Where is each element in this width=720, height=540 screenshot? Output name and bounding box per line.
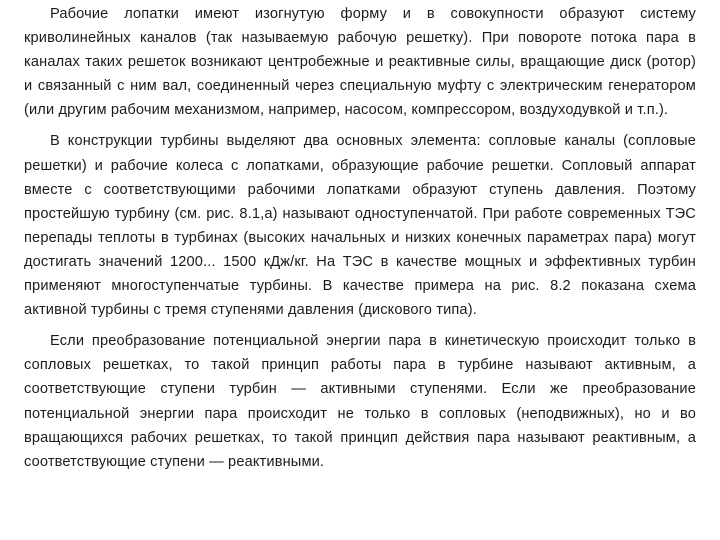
document-page — [24, 0, 696, 540]
paragraph-active-reactive: Если преобразование потенциальной энергии пара в кинетическую происходит только в сопловых решетках, то такой принцип работы пара в турбине называют активным, а соответствующие ступени турбин — активными ступенями. Если же преобразование потенциальной энергии пара происходит не только в сопловых (неподвижных), но и во вращающихся рабочих решетках, то такой принцип действия пара называют реактивным, а соответствующие ступени — реактивными. — [24, 333, 696, 470]
paragraph-working-blades: Рабочие лопатки имеют изогнутую форму и в совокупности образуют систему криволинейных каналов (так называемую рабочую решетку). При повороте потока пара в каналах таких решеток возникают центробежные и реактивные силы, вращающие диск (ротор) и связанный с ним вал, соединенный через специальную муфту с электрическим генератором (или другим рабочим механизмом, например, насосом, компрессором, воздуходувкой и т.п.). — [24, 6, 696, 119]
paragraph-turbine-design: В конструкции турбины выделяют два основных элемента: сопловые каналы (сопловые решетки) и рабочие колеса с лопатками, образующие рабочие решетки. Сопловый аппарат вместе с соответствующими рабочими лопатками образуют ступень давления. Поэтому простейшую турбину (см. рис. 8.1,а) называют одноступенчатой. При работе современных ТЭС перепады теплоты в турбинах (высоких начальных и низких конечных параметрах пара) могут достигать значений 1200... 1500 кДж/кг. На ТЭС в качестве мощных и эффективных турбин применяют многоступенчатые турбины. В качестве примера на рис. 8.2 показана схема активной турбины с тремя ступенями давления (дискового типа). — [24, 133, 696, 319]
